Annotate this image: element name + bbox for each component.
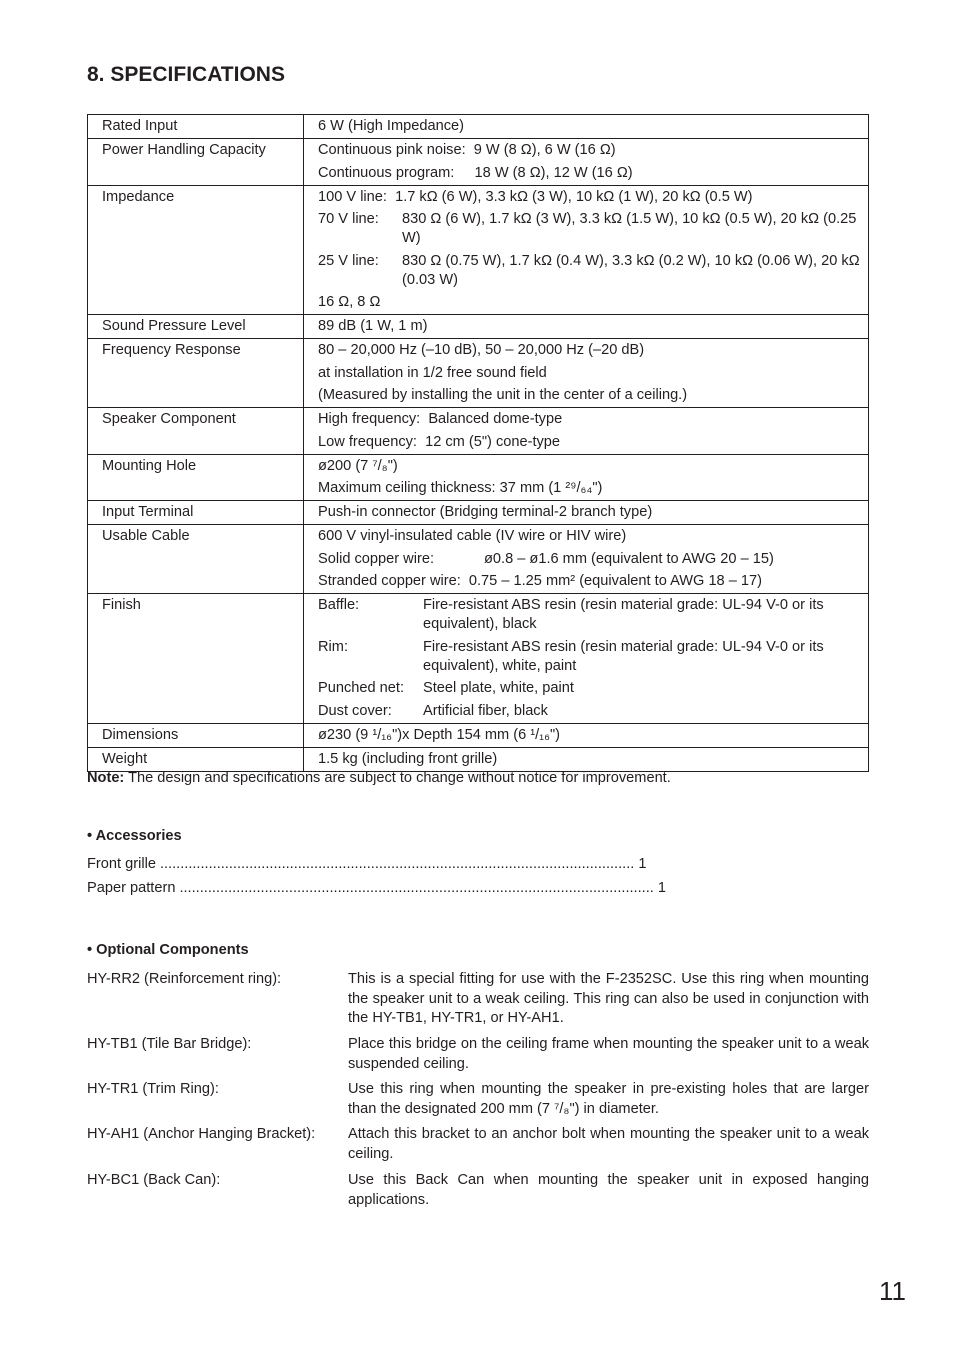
spec-label: Finish: [88, 594, 304, 724]
spec-value-line: 6 W (High Impedance): [318, 118, 464, 134]
spec-value-line: Maximum ceiling thickness: 37 mm (1 ²⁹/₆₄"): [318, 480, 603, 496]
spec-label: Sound Pressure Level: [88, 315, 304, 339]
note-label: Note:: [87, 770, 125, 786]
page-title: 8. SPECIFICATIONS: [87, 63, 285, 86]
spec-value-line: High frequency: Balanced dome-type: [318, 411, 563, 427]
spec-value-text: ø0.8 – ø1.6 mm (equivalent to AWG 20 – 15): [484, 550, 774, 567]
spec-value-text: Fire-resistant ABS resin (resin material grade: UL-94 V-0 or its equivalent), white, paint: [423, 638, 824, 674]
spec-value-key: Baffle:: [318, 597, 360, 613]
spec-value-line: 1.5 kg (including front grille): [318, 750, 498, 767]
spec-value-line: 16 Ω, 8 Ω: [318, 294, 381, 310]
spec-value-text: Steel plate, white, paint: [423, 680, 574, 696]
spec-value-text: 830 Ω (0.75 W), 1.7 kΩ (0.4 W), 3.3 kΩ (0.2 W), 10 kΩ (0.06 W), 20 kΩ (0.03 W): [402, 252, 860, 288]
spec-value-text: Artificial fiber, black: [423, 702, 548, 719]
optional-item: [87, 1125, 869, 1164]
spec-row: [88, 525, 869, 594]
spec-value-line: (Measured by installing the unit in the center of a ceiling.): [318, 387, 688, 403]
spec-label: Impedance: [88, 185, 304, 315]
spec-value-line: Continuous pink noise: 9 W (8 Ω), 6 W (16 Ω): [318, 142, 616, 158]
spec-value-line: ø200 (7 ⁷/₈"): [318, 457, 398, 474]
spec-value: [304, 139, 869, 186]
spec-value-line: [318, 550, 860, 569]
spec-value-text: Fire-resistant ABS resin (resin material grade: UL-94 V-0 or its equivalent), black: [423, 597, 824, 632]
spec-label: Usable Cable: [88, 525, 304, 594]
spec-row: [88, 454, 869, 501]
accessories-title: • Accessories: [87, 828, 182, 844]
spec-value-line: Stranded copper wire: 0.75 – 1.25 mm² (equivalent to AWG 18 – 17): [318, 573, 762, 589]
optional-item-desc: Place this bridge on the ceiling frame when mounting the speaker unit to a weak suspended ceiling.: [348, 1036, 869, 1072]
accessory-item: [87, 880, 666, 896]
accessory-qty: 1: [638, 856, 647, 872]
spec-value-line: 80 – 20,000 Hz (–10 dB), 50 – 20,000 Hz (–20 dB): [318, 342, 645, 358]
spec-value-line: 600 V vinyl-insulated cable (IV wire or HIV wire): [318, 528, 627, 544]
spec-label: Rated Input: [88, 115, 304, 139]
spec-row: [88, 315, 869, 339]
spec-label: Input Terminal: [88, 501, 304, 525]
spec-label: Frequency Response: [88, 339, 304, 408]
optional-item-name: HY-TB1 (Tile Bar Bridge):: [87, 1036, 252, 1052]
spec-row: [88, 139, 869, 186]
spec-value-line: [318, 596, 860, 634]
spec-label: Power Handling Capacity: [88, 139, 304, 186]
optional-item-name: HY-AH1 (Anchor Hanging Bracket):: [87, 1126, 316, 1142]
spec-value-line: [318, 638, 860, 676]
spec-value-text: 830 Ω (6 W), 1.7 kΩ (3 W), 3.3 kΩ (1.5 W), 10 kΩ (0.5 W), 20 kΩ (0.25 W): [402, 211, 857, 246]
spec-value: [304, 723, 869, 747]
optional-item-desc: Use this Back Can when mounting the speaker unit in exposed hanging applications.: [348, 1172, 869, 1208]
spec-row: [88, 339, 869, 408]
accessory-name: Paper pattern: [87, 880, 176, 896]
spec-value-line: 100 V line: 1.7 kΩ (6 W), 3.3 kΩ (3 W), 10 kΩ (1 W), 20 kΩ (0.5 W): [318, 188, 753, 205]
note: [87, 770, 671, 786]
spec-value-line: Low frequency: 12 cm (5") cone-type: [318, 433, 561, 450]
accessory-qty: 1: [657, 880, 666, 896]
spec-row: [88, 723, 869, 747]
spec-value-key: Solid copper wire:: [318, 550, 434, 567]
spec-value-key: Rim:: [318, 638, 348, 655]
spec-value: [304, 408, 869, 455]
spec-value-line: ø230 (9 ¹/₁₆")x Depth 154 mm (6 ¹/₁₆"): [318, 726, 561, 743]
spec-value-line: [318, 252, 860, 290]
spec-row: [88, 747, 869, 771]
optional-item: [87, 1080, 869, 1119]
note-text: The design and specifications are subject to change without notice for improvement.: [124, 770, 671, 786]
optional-item-name: HY-RR2 (Reinforcement ring):: [87, 971, 282, 987]
spec-label: Dimensions: [88, 723, 304, 747]
spec-row: [88, 501, 869, 525]
spec-value-line: [318, 210, 860, 248]
spec-label: Weight: [88, 747, 304, 771]
dot-leader: .....................................................................................................................: [179, 880, 654, 896]
spec-value-key: Dust cover:: [318, 702, 392, 719]
specifications-table: [87, 114, 869, 772]
spec-value-line: at installation in 1/2 free sound field: [318, 364, 547, 381]
spec-label: Speaker Component: [88, 408, 304, 455]
accessory-item: [87, 856, 647, 872]
spec-value-line: Push-in connector (Bridging terminal-2 branch type): [318, 504, 653, 520]
spec-value-key: Punched net:: [318, 680, 405, 696]
optional-item-desc: Use this ring when mounting the speaker in pre-existing holes that are larger than the designated 200 mm (7 ⁷/₈") in diameter.: [348, 1081, 869, 1117]
optional-item-name: HY-TR1 (Trim Ring):: [87, 1081, 219, 1097]
spec-row: [88, 115, 869, 139]
accessory-name: Front grille: [87, 856, 156, 872]
spec-value-line: 89 dB (1 W, 1 m): [318, 318, 428, 334]
optional-item-desc: This is a special fitting for use with the F-2352SC. Use this ring when mounting the speaker unit to a weak ceiling. This ring can also be used in conjunction with the HY-TB1, HY-TR1, or HY-AH1.: [348, 971, 869, 1026]
spec-value: [304, 315, 869, 339]
dot-leader: .....................................................................................................................: [159, 856, 635, 872]
spec-row: [88, 408, 869, 455]
spec-value: [304, 454, 869, 501]
spec-value-key: 70 V line:: [318, 211, 379, 227]
optional-components-title: • Optional Components: [87, 942, 249, 958]
optional-item: [87, 1171, 869, 1210]
spec-label: Mounting Hole: [88, 454, 304, 501]
spec-value-line: [318, 679, 860, 698]
spec-row: [88, 594, 869, 724]
spec-value-key: 25 V line:: [318, 252, 379, 269]
optional-item: [87, 1035, 869, 1074]
spec-value: [304, 339, 869, 408]
optional-item-name: HY-BC1 (Back Can):: [87, 1172, 221, 1188]
optional-item-desc: Attach this bracket to an anchor bolt when mounting the speaker unit to a weak ceiling.: [348, 1126, 869, 1162]
spec-value: [304, 594, 869, 724]
optional-item: [87, 970, 869, 1029]
spec-value: [304, 501, 869, 525]
spec-row: [88, 185, 869, 315]
spec-value-line: [318, 702, 860, 721]
spec-value: [304, 747, 869, 771]
spec-value: [304, 115, 869, 139]
spec-value-line: Continuous program: 18 W (8 Ω), 12 W (16 Ω): [318, 164, 633, 181]
spec-value: [304, 525, 869, 594]
spec-value: [304, 185, 869, 315]
page-number: 11: [879, 1276, 906, 1306]
